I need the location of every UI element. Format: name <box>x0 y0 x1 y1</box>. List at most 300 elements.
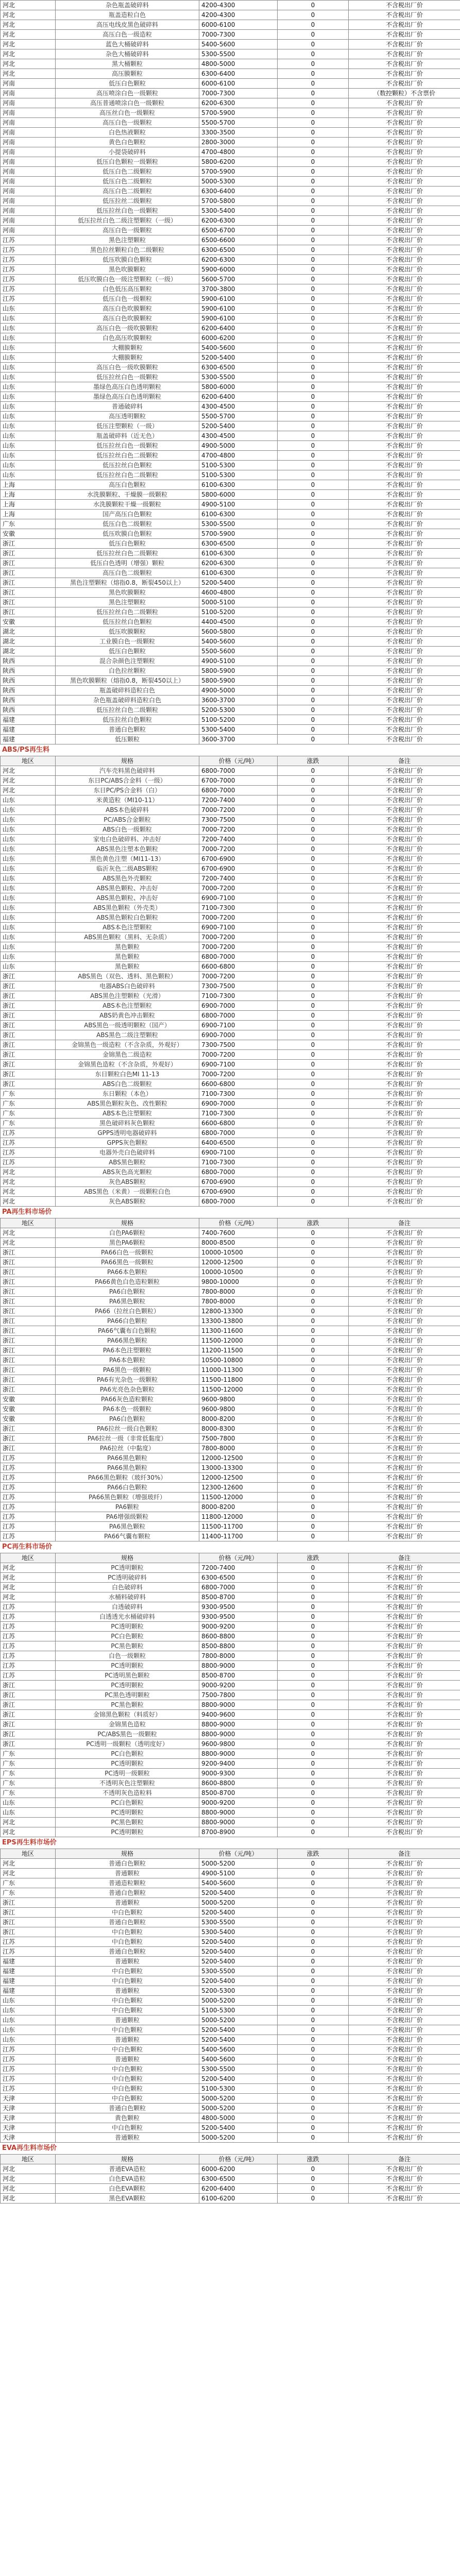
cell-product: 高压膜颗粒 <box>56 69 199 79</box>
cell-region: 福建 <box>1 715 56 725</box>
cell-change: 0 <box>278 1563 349 1573</box>
cell-price: 5100-5200 <box>199 607 278 617</box>
column-header-region: 地区 <box>1 1218 56 1228</box>
table-row <box>1 500 460 510</box>
cell-product: 黑色颗粒 <box>56 962 199 972</box>
cell-region: 山东 <box>1 805 56 815</box>
cell-product: PC透明颗粒 <box>56 1661 199 1671</box>
cell-change: 0 <box>278 1070 349 1079</box>
cell-region: 浙江 <box>1 568 56 578</box>
table-row <box>1 1030 460 1040</box>
cell-price: 3600-3700 <box>199 696 278 705</box>
cell-change: 0 <box>278 1769 349 1778</box>
cell-region: 河北 <box>1 2184 56 2194</box>
cell-product: 白透透光水桶破碎料 <box>56 1612 199 1622</box>
cell-change: 0 <box>278 1463 349 1473</box>
table-row <box>1 226 460 235</box>
cell-product: 黑色黄色注塑（MI11-13） <box>56 854 199 864</box>
table-row <box>1 1671 460 1681</box>
price-table-eva <box>0 2154 460 2204</box>
table-row <box>1 666 460 676</box>
cell-note: 不含税出厂价 <box>349 825 460 835</box>
table-row <box>1 1573 460 1583</box>
cell-price: 4900-5000 <box>199 441 278 451</box>
cell-note: 不含税出厂价 <box>349 933 460 942</box>
cell-change: 0 <box>278 715 349 725</box>
price-table-pa <box>0 1218 460 1541</box>
cell-price: 5500-5600 <box>199 647 278 656</box>
table-row <box>1 510 460 519</box>
cell-price: 8600-8800 <box>199 1632 278 1641</box>
cell-note: 不含税出厂价 <box>349 2015 460 2025</box>
cell-change: 0 <box>278 167 349 177</box>
cell-price: 5000-5100 <box>199 598 278 607</box>
cell-region: 河南 <box>1 79 56 89</box>
cell-price: 5300-5500 <box>199 372 278 382</box>
cell-note: 不含税出厂价 <box>349 705 460 715</box>
cell-note: 不含税出厂价 <box>349 686 460 696</box>
cell-price: 5000-5200 <box>199 2015 278 2025</box>
cell-product: 水洗膜颗粒干燥一级颗粒 <box>56 500 199 510</box>
cell-product: PA66黄色白色造粒颗粒 <box>56 1277 199 1287</box>
cell-note: 不含税出厂价 <box>349 1336 460 1346</box>
cell-region: 浙江 <box>1 1297 56 1307</box>
cell-change: 0 <box>278 2074 349 2084</box>
cell-change: 0 <box>278 627 349 637</box>
cell-price: 9300-9500 <box>199 1602 278 1612</box>
cell-price: 7000-7200 <box>199 933 278 942</box>
table-row <box>1 815 460 825</box>
cell-region: 浙江 <box>1 981 56 991</box>
cell-note: 不含税出厂价 <box>349 981 460 991</box>
cell-price: 6600-6800 <box>199 962 278 972</box>
cell-product: PA66黑色颗粒（增强玻纤） <box>56 1493 199 1502</box>
cell-note: 不含税出厂价 <box>349 715 460 725</box>
cell-price: 6600-6800 <box>199 1118 278 1128</box>
cell-region: 浙江 <box>1 1070 56 1079</box>
cell-region: 山东 <box>1 382 56 392</box>
cell-region: 安徽 <box>1 1395 56 1404</box>
table-row <box>1 647 460 656</box>
cell-region: 浙江 <box>1 1050 56 1060</box>
cell-region: 江苏 <box>1 1937 56 1947</box>
cell-region: 河南 <box>1 216 56 226</box>
cell-product: 不透明灰色造粒料 <box>56 1788 199 1798</box>
cell-price: 5900-6100 <box>199 294 278 304</box>
cell-change: 0 <box>278 235 349 245</box>
table-row <box>1 1307 460 1316</box>
table-row <box>1 1827 460 1837</box>
cell-product: 高压白色一级颗粒 <box>56 118 199 128</box>
cell-product: 高压丝白色一级颗粒 <box>56 108 199 118</box>
cell-product: PC透明破碎料 <box>56 1573 199 1583</box>
cell-price: 7200-7400 <box>199 835 278 844</box>
cell-product: ABS黑色颗粒（黑料、无杂质） <box>56 933 199 942</box>
cell-price: 7100-7300 <box>199 1158 278 1167</box>
cell-change: 0 <box>278 2084 349 2094</box>
cell-note: 不含税出厂价 <box>349 766 460 776</box>
cell-price: 6200-6400 <box>199 392 278 402</box>
cell-note: 不含税出厂价 <box>349 1414 460 1424</box>
table-row <box>1 1297 460 1307</box>
cell-note: 不含税出厂价 <box>349 1099 460 1109</box>
cell-price: 8500-8700 <box>199 1671 278 1681</box>
cell-change: 0 <box>278 304 349 314</box>
cell-product: 黑色破碎料灰色颗粒 <box>56 1118 199 1128</box>
cell-product: 黑色颗粒 <box>56 952 199 962</box>
cell-region: 江苏 <box>1 1512 56 1522</box>
cell-change: 0 <box>278 835 349 844</box>
cell-note: 不含税出厂价 <box>349 2035 460 2045</box>
cell-product: 低压吹膜白色一级注塑颗粒（一级） <box>56 275 199 284</box>
column-header-product: 规格 <box>56 1218 199 1228</box>
cell-price: 6200-6300 <box>199 558 278 568</box>
cell-change: 0 <box>278 1326 349 1336</box>
table-header-row <box>1 1849 460 1859</box>
cell-change: 0 <box>278 1011 349 1021</box>
cell-product: PA6本色注塑颗粒 <box>56 1346 199 1355</box>
cell-price: 8000-8200 <box>199 1502 278 1512</box>
cell-price: 7200-7400 <box>199 1563 278 1573</box>
cell-region: 福建 <box>1 1957 56 1967</box>
cell-change: 0 <box>278 1404 349 1414</box>
cell-product: 低压拉丝白色一级颗粒 <box>56 206 199 216</box>
cell-price: 3700-3800 <box>199 284 278 294</box>
cell-change: 0 <box>278 2104 349 2113</box>
table-row <box>1 402 460 412</box>
cell-product: 低压拉丝白色二级颗粒 <box>56 451 199 461</box>
cell-note: 不含税出厂价 <box>349 884 460 893</box>
cell-change: 0 <box>278 480 349 490</box>
cell-product: 杂色瓶盖破碎料造粒白色 <box>56 696 199 705</box>
cell-region: 江苏 <box>1 1483 56 1493</box>
table-row <box>1 1769 460 1778</box>
cell-product: 高压白色一级吹膜颗粒 <box>56 324 199 333</box>
cell-region: 山东 <box>1 933 56 942</box>
cell-price: 7500-7800 <box>199 1690 278 1700</box>
cell-note: 不含税出厂价 <box>349 1651 460 1661</box>
cell-change: 0 <box>278 138 349 147</box>
table-row <box>1 1898 460 1908</box>
cell-product: 金锦黑色一级造粒（不含杂质，外观好） <box>56 1040 199 1050</box>
cell-region: 福建 <box>1 1986 56 1996</box>
cell-note: 不含税出厂价 <box>349 284 460 294</box>
cell-region: 安徽 <box>1 1404 56 1414</box>
cell-note: 不含税出厂价 <box>349 1158 460 1167</box>
cell-change: 0 <box>278 284 349 294</box>
cell-price: 6000-6200 <box>199 333 278 343</box>
table-row <box>1 1612 460 1622</box>
table-row <box>1 461 460 470</box>
cell-price: 6000-6100 <box>199 79 278 89</box>
cell-region: 陕西 <box>1 696 56 705</box>
cell-product: 低压白色一级颗粒 <box>56 294 199 304</box>
table-row <box>1 766 460 776</box>
cell-product: PA66气囊布颗粒 <box>56 1532 199 1541</box>
table-row <box>1 1778 460 1788</box>
cell-price: 12000-12500 <box>199 1473 278 1483</box>
cell-product: 中白色颗粒 <box>56 2025 199 2035</box>
cell-price: 6900-7000 <box>199 1001 278 1011</box>
cell-product: 东日颗粒白色MI 11-13 <box>56 1070 199 1079</box>
cell-product: ABS黑色颗粒白色颗粒 <box>56 913 199 923</box>
cell-product: PA66白色一级颗粒 <box>56 1248 199 1258</box>
cell-region: 山东 <box>1 343 56 353</box>
cell-product: ABS黑色颗粒、冲击好 <box>56 884 199 893</box>
cell-product: 黑色PA6颗粒 <box>56 1238 199 1248</box>
cell-price: 4200-4300 <box>199 10 278 20</box>
cell-note: 不含税出厂价 <box>349 2084 460 2094</box>
cell-note: 不含税出厂价 <box>349 568 460 578</box>
cell-price: 5200-5400 <box>199 1976 278 1986</box>
table-row <box>1 1228 460 1238</box>
table-row <box>1 451 460 461</box>
cell-note: 不含税出厂价 <box>349 10 460 20</box>
cell-price: 5200-5400 <box>199 1947 278 1957</box>
cell-change: 0 <box>278 1522 349 1532</box>
cell-region: 上海 <box>1 480 56 490</box>
cell-change: 0 <box>278 1118 349 1128</box>
table-row <box>1 1248 460 1258</box>
cell-change: 0 <box>278 1749 349 1759</box>
cell-price: 11400-11700 <box>199 1532 278 1541</box>
cell-region: 江苏 <box>1 2084 56 2094</box>
cell-region: 浙江 <box>1 1434 56 1444</box>
cell-note: 不含税出厂价 <box>349 578 460 588</box>
table-row <box>1 431 460 441</box>
cell-price: 8500-8700 <box>199 1788 278 1798</box>
table-header-row <box>1 1553 460 1563</box>
table-row <box>1 157 460 167</box>
table-row <box>1 2006 460 2015</box>
cell-price: 6100-6300 <box>199 568 278 578</box>
cell-region: 河北 <box>1 30 56 40</box>
cell-product: PA66黑色颗粒 <box>56 1336 199 1346</box>
table-row <box>1 1 460 10</box>
cell-change: 0 <box>278 1001 349 1011</box>
cell-product: ABS黑色颗粒、冲击好 <box>56 893 199 903</box>
cell-change: 0 <box>278 10 349 20</box>
cell-note: 不含税出厂价 <box>349 187 460 196</box>
cell-note: 不含税出厂价 <box>349 1138 460 1148</box>
cell-region: 天津 <box>1 2133 56 2143</box>
table-row <box>1 2184 460 2194</box>
table-row <box>1 578 460 588</box>
cell-note: 不含税出厂价 <box>349 1148 460 1158</box>
cell-product: PA6白色颗粒 <box>56 1287 199 1297</box>
cell-region: 河北 <box>1 49 56 59</box>
cell-note: 不含税出厂价 <box>349 1267 460 1277</box>
cell-product: 国产高压白色颗粒 <box>56 510 199 519</box>
cell-change: 0 <box>278 265 349 275</box>
cell-product: PC透明颗粒 <box>56 1808 199 1818</box>
cell-note: 不含税出厂价 <box>349 1483 460 1493</box>
table-row <box>1 1258 460 1267</box>
cell-region: 浙江 <box>1 1060 56 1070</box>
cell-product: PC透明颗粒 <box>56 1622 199 1632</box>
table-row <box>1 2025 460 2035</box>
cell-note: 不含税出厂价 <box>349 991 460 1001</box>
cell-product: 低压拉丝白色一级颗粒 <box>56 372 199 382</box>
table-row <box>1 786 460 795</box>
table-row <box>1 1700 460 1710</box>
table-row <box>1 2084 460 2094</box>
cell-product: 瓶盖破碎料（近无色） <box>56 431 199 441</box>
table-row <box>1 353 460 363</box>
table-row <box>1 1050 460 1060</box>
column-header-change: 涨跌 <box>278 1553 349 1563</box>
cell-note: 不含税出厂价 <box>349 1385 460 1395</box>
cell-change: 0 <box>278 913 349 923</box>
cell-product: 中白色颗粒 <box>56 1908 199 1918</box>
cell-product: 中白色颗粒 <box>56 2064 199 2074</box>
cell-price: 10000-10500 <box>199 1248 278 1258</box>
cell-change: 0 <box>278 1573 349 1583</box>
table-row <box>1 913 460 923</box>
cell-price: 11500-12000 <box>199 1336 278 1346</box>
cell-note: 不含税出厂价 <box>349 1888 460 1898</box>
table-row <box>1 725 460 735</box>
cell-price: 11200-11500 <box>199 1346 278 1355</box>
cell-change: 0 <box>278 1592 349 1602</box>
cell-region: 江苏 <box>1 2064 56 2074</box>
cell-price: 5300-5500 <box>199 2064 278 2074</box>
table-row <box>1 196 460 206</box>
cell-note: 不含税出厂价 <box>349 1957 460 1967</box>
table-row <box>1 333 460 343</box>
cell-price: 6700-7000 <box>199 776 278 786</box>
cell-note: 不含税出厂价 <box>349 451 460 461</box>
cell-price: 6300-6500 <box>199 363 278 372</box>
cell-region: 河北 <box>1 40 56 49</box>
cell-change: 0 <box>278 933 349 942</box>
table-row <box>1 1869 460 1878</box>
table-row <box>1 1681 460 1690</box>
cell-price: 6100-6300 <box>199 480 278 490</box>
cell-region: 浙江 <box>1 1021 56 1030</box>
cell-product: 临沂灰色二级ABS颗粒 <box>56 864 199 874</box>
cell-price: 4800-5000 <box>199 2113 278 2123</box>
cell-region: 山东 <box>1 864 56 874</box>
cell-product: 低压吹膜白色颗粒 <box>56 529 199 539</box>
cell-region: 广东 <box>1 1759 56 1769</box>
cell-region: 江苏 <box>1 1602 56 1612</box>
cell-region: 河北 <box>1 59 56 69</box>
table-row <box>1 1060 460 1070</box>
cell-note: 不含税出厂价 <box>349 1632 460 1641</box>
cell-region: 湖北 <box>1 627 56 637</box>
cell-note: 不含税出厂价 <box>349 1307 460 1316</box>
table-row <box>1 1808 460 1818</box>
cell-region: 河南 <box>1 108 56 118</box>
cell-region: 河北 <box>1 1563 56 1573</box>
cell-product: 电器ABS白色破碎料 <box>56 981 199 991</box>
cell-note: 不含税出厂价 <box>349 1681 460 1690</box>
column-header-product: 规格 <box>56 756 199 766</box>
cell-note: 不含税出厂价 <box>349 1612 460 1622</box>
cell-note: 不含税出厂价 <box>349 1878 460 1888</box>
cell-region: 江苏 <box>1 1632 56 1641</box>
cell-price: 5800-5900 <box>199 676 278 686</box>
cell-product: 白透破碎料 <box>56 1602 199 1612</box>
cell-change: 0 <box>278 275 349 284</box>
cell-product: 黄色白色颗粒 <box>56 138 199 147</box>
cell-note: 不含税出厂价 <box>349 2074 460 2084</box>
cell-product: 白色热液颗粒 <box>56 128 199 138</box>
cell-change: 0 <box>278 1336 349 1346</box>
cell-note: 不含税出厂价 <box>349 1040 460 1050</box>
cell-change: 0 <box>278 637 349 647</box>
cell-note: 不含税出厂价 <box>349 470 460 480</box>
cell-price: 6500-6600 <box>199 235 278 245</box>
cell-price: 9600-9800 <box>199 1395 278 1404</box>
table-row <box>1 30 460 40</box>
cell-product: PA6本色颗粒 <box>56 1355 199 1365</box>
cell-region: 浙江 <box>1 1336 56 1346</box>
cell-note: 不含税出厂价 <box>349 519 460 529</box>
table-row <box>1 1375 460 1385</box>
cell-change: 0 <box>278 1918 349 1927</box>
cell-change: 0 <box>278 1453 349 1463</box>
cell-change: 0 <box>278 461 349 470</box>
cell-change: 0 <box>278 854 349 864</box>
cell-change: 0 <box>278 2123 349 2133</box>
cell-price: 5400-5600 <box>199 343 278 353</box>
cell-change: 0 <box>278 923 349 933</box>
cell-price: 5300-5500 <box>199 1967 278 1976</box>
cell-product: GPPS灰色颗粒 <box>56 1138 199 1148</box>
cell-note: 不含税出厂价 <box>349 2133 460 2143</box>
cell-change: 0 <box>278 1661 349 1671</box>
cell-product: PC/ABS黑色一级颗粒 <box>56 1730 199 1739</box>
cell-change: 0 <box>278 1158 349 1167</box>
table-row <box>1 177 460 187</box>
cell-region: 江苏 <box>1 1651 56 1661</box>
cell-change: 0 <box>278 1099 349 1109</box>
table-row <box>1 1021 460 1030</box>
cell-region: 河北 <box>1 1238 56 1248</box>
cell-price: 4900-5100 <box>199 656 278 666</box>
cell-note: 不含税出厂价 <box>349 324 460 333</box>
cell-region: 上海 <box>1 510 56 519</box>
cell-price: 9600-9800 <box>199 1739 278 1749</box>
cell-product: 黑色注塑颗粒 <box>56 598 199 607</box>
cell-region: 浙江 <box>1 1079 56 1089</box>
cell-note: 不含税出厂价 <box>349 1473 460 1483</box>
cell-note: 不含税出厂价 <box>349 177 460 187</box>
cell-product: 大棚膜颗粒 <box>56 343 199 353</box>
cell-note: 不含税出厂价 <box>349 216 460 226</box>
cell-note: 不含税出厂价 <box>349 1258 460 1267</box>
cell-product: PC透明颗粒 <box>56 1681 199 1690</box>
cell-product: 低压拉丝白色颗粒 <box>56 617 199 627</box>
cell-price: 4700-4800 <box>199 147 278 157</box>
cell-price: 6300-6500 <box>199 245 278 255</box>
cell-note: 不含税出厂价 <box>349 1079 460 1089</box>
cell-price: 9000-9200 <box>199 1622 278 1632</box>
cell-note: 不含税出厂价 <box>349 627 460 637</box>
cell-change: 0 <box>278 1878 349 1888</box>
table-row <box>1 676 460 686</box>
cell-region: 河北 <box>1 10 56 20</box>
cell-note: 不含税出厂价 <box>349 98 460 108</box>
cell-change: 0 <box>278 1287 349 1297</box>
table-row <box>1 656 460 666</box>
cell-region: 河北 <box>1 20 56 30</box>
cell-price: 6700-6900 <box>199 1187 278 1197</box>
cell-price: 7300-7500 <box>199 815 278 825</box>
cell-note: 不含税出厂价 <box>349 1947 460 1957</box>
